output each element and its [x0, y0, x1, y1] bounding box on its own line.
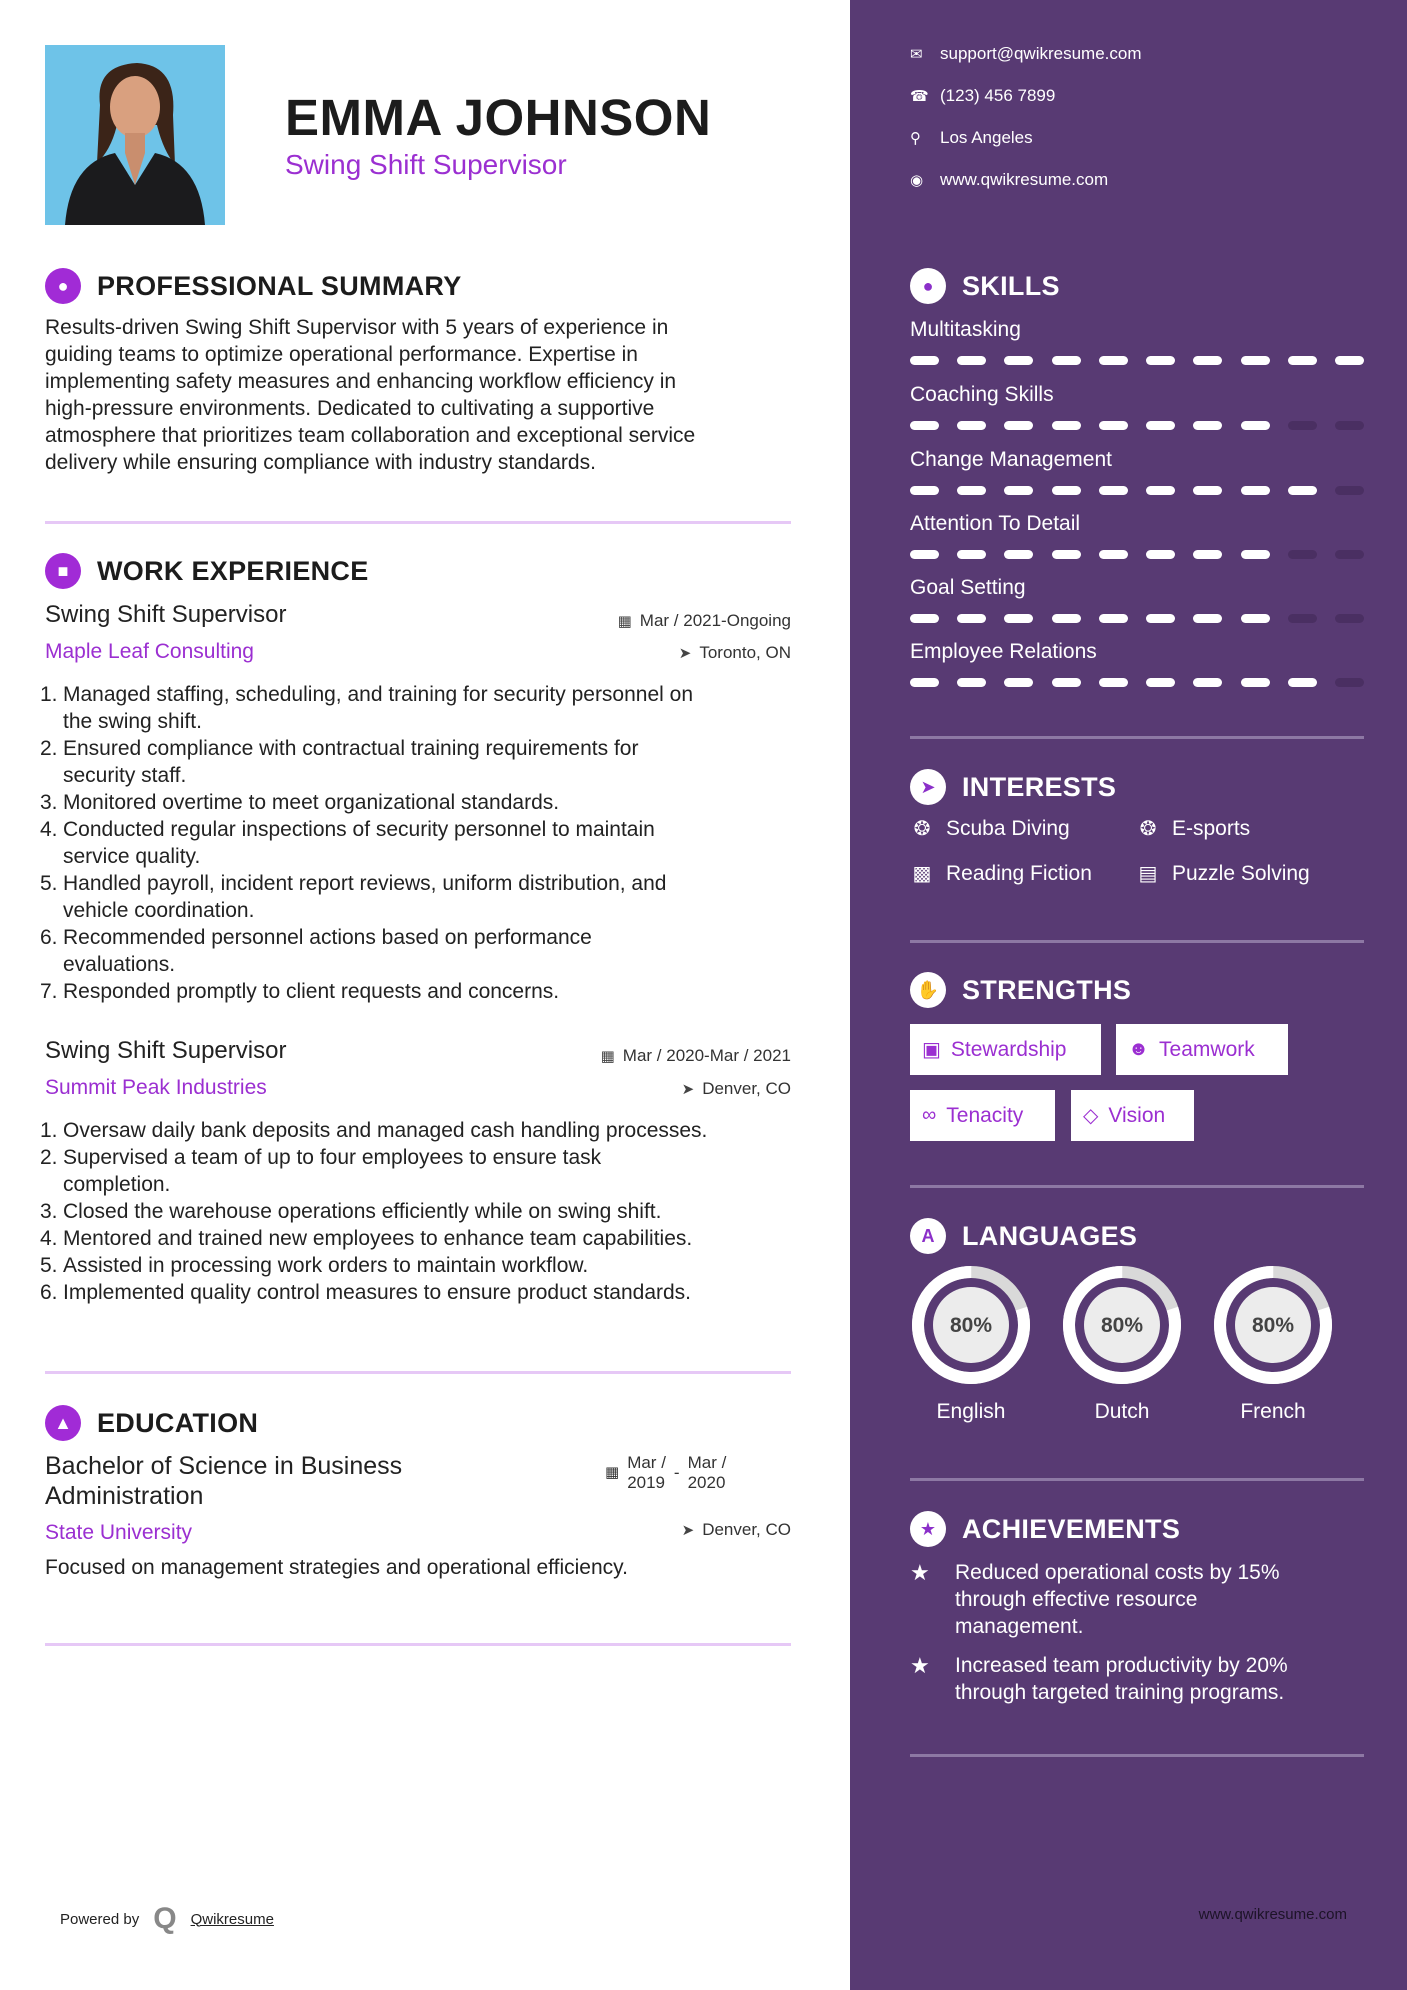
- summary-line: implementing safety measures and enhancing workflow efficiency in: [45, 370, 677, 393]
- summary-line: Results-driven Swing Shift Supervisor with 5 years of experience in: [45, 316, 669, 339]
- education-heading: [45, 1405, 258, 1441]
- job-dates-text: Mar / 2020-Mar / 2021: [622, 1046, 791, 1065]
- skill-level-dash: [910, 356, 939, 365]
- paper-plane-icon: ➤: [910, 769, 946, 805]
- strength-chip: ◇ Vision: [1071, 1090, 1194, 1141]
- strength-chip: ∞ Tenacity: [910, 1090, 1055, 1141]
- skill-level-dash: [1193, 614, 1222, 623]
- user-icon: ●: [45, 268, 81, 304]
- bullet-line: 2. Supervised a team of up to four employees to ensure task: [40, 1146, 602, 1169]
- language-ring-gauge: [910, 1264, 1032, 1386]
- job-location-text: Toronto, ON: [699, 643, 791, 662]
- skill-level-dash: [910, 486, 939, 495]
- skill-name: Change Management: [910, 448, 1112, 471]
- job-role: Swing Shift Supervisor: [45, 1037, 287, 1064]
- skill-level-dash: [957, 614, 986, 623]
- summary-heading: [45, 268, 462, 304]
- languages-heading: [910, 1218, 1137, 1254]
- skill-level-dash: [910, 421, 939, 430]
- skill-level-dash: [1099, 356, 1128, 365]
- users-icon: ☻: [1128, 1038, 1150, 1060]
- skill-level-dash: [957, 678, 986, 687]
- skill-level-dash: [1052, 678, 1081, 687]
- skill-level-meter: [910, 614, 1364, 623]
- skill-level-dash: [1099, 486, 1128, 495]
- skill-level-dash: [957, 421, 986, 430]
- contact-location: [910, 128, 1033, 148]
- interests-heading: [910, 769, 1116, 805]
- skill-level-dash: [1004, 614, 1033, 623]
- bullet-line: 2. Ensured compliance with contractual training requirements for: [40, 737, 639, 760]
- link-icon: ∞: [922, 1104, 937, 1126]
- skill-level-dash: [1335, 678, 1364, 687]
- pin-icon: ➤: [681, 1522, 695, 1539]
- bullet-line: the swing shift.: [63, 710, 202, 733]
- job-location: [679, 643, 791, 663]
- bullet-line: service quality.: [63, 845, 201, 868]
- skills-heading: [910, 268, 1060, 304]
- skill-level-dash: [1099, 678, 1128, 687]
- bullet-line: 3. Monitored overtime to meet organizational standards.: [40, 791, 560, 814]
- language-percent: 80%: [1251, 1314, 1295, 1337]
- language-icon: A: [910, 1218, 946, 1254]
- skill-level-dash: [1288, 678, 1317, 687]
- skill-level-dash: [1288, 550, 1317, 559]
- skill-level-dash: [1288, 486, 1317, 495]
- skill-level-dash: [1004, 356, 1033, 365]
- bullet-line: vehicle coordination.: [63, 899, 255, 922]
- email-text[interactable]: support@qwikresume.com: [940, 44, 1142, 63]
- book-icon: ▤: [1138, 863, 1158, 885]
- skill-level-dash: [1335, 356, 1364, 365]
- graduation-cap-icon: ▲: [45, 1405, 81, 1441]
- section-title: INTERESTS: [962, 771, 1117, 802]
- skill-level-dash: [1288, 614, 1317, 623]
- section-divider: [910, 1478, 1364, 1481]
- skill-level-dash: [1052, 486, 1081, 495]
- skill-item: [910, 576, 1364, 623]
- life-ring-icon: ❂: [1139, 818, 1157, 840]
- skill-level-meter: [910, 421, 1364, 430]
- section-divider: [45, 1371, 791, 1374]
- language-item: [910, 1264, 1032, 1424]
- skill-level-dash: [1335, 550, 1364, 559]
- chair-icon: ■: [45, 553, 81, 589]
- bullet-line: completion.: [63, 1173, 171, 1196]
- skill-level-dash: [910, 678, 939, 687]
- skill-level-dash: [1193, 356, 1222, 365]
- skill-level-dash: [957, 550, 986, 559]
- achievements-heading: [910, 1511, 1180, 1547]
- language-item: [1212, 1264, 1334, 1424]
- job-company: Summit Peak Industries: [45, 1076, 267, 1099]
- section-title: LANGUAGES: [962, 1220, 1138, 1251]
- skill-level-meter: [910, 550, 1364, 559]
- contact-website: [910, 170, 1108, 190]
- interest-item: ❂ Scuba Diving: [910, 816, 1070, 841]
- section-divider: [45, 521, 791, 524]
- globe-icon: ◉: [910, 172, 924, 189]
- job-company: Maple Leaf Consulting: [45, 640, 254, 663]
- degree-line: Administration: [45, 1482, 204, 1510]
- skill-level-dash: [1335, 421, 1364, 430]
- bullet-line: 3. Closed the warehouse operations efficiently while on swing shift.: [40, 1200, 662, 1223]
- website-text[interactable]: www.qwikresume.com: [940, 170, 1109, 189]
- language-name: French: [1240, 1400, 1306, 1423]
- section-title: PROFESSIONAL SUMMARY: [97, 270, 462, 301]
- skill-level-dash: [1241, 614, 1270, 623]
- experience-heading: [45, 553, 369, 589]
- skill-level-dash: [1241, 421, 1270, 430]
- bullet-line: 1. Managed staffing, scheduling, and training for security personnel on: [40, 683, 694, 706]
- job-bullets: [40, 681, 800, 1005]
- skill-level-dash: [1004, 421, 1033, 430]
- calendar-icon: ▦: [600, 1048, 615, 1065]
- skill-level-dash: [1193, 421, 1222, 430]
- location-pin-icon: ⚲: [910, 130, 921, 147]
- language-ring-gauge: [1212, 1264, 1334, 1386]
- bullet-line: 1. Oversaw daily bank deposits and managed cash handling processes.: [40, 1119, 708, 1142]
- language-percent: 80%: [949, 1314, 993, 1337]
- strength-chip: ☻ Teamwork: [1116, 1024, 1288, 1075]
- skill-level-dash: [1241, 356, 1270, 365]
- skill-level-dash: [1335, 614, 1364, 623]
- star-badge-icon: ★: [910, 1511, 946, 1547]
- phone-text: (123) 456 7899: [940, 86, 1056, 105]
- skill-level-dash: [1193, 486, 1222, 495]
- section-divider: [910, 736, 1364, 739]
- skill-level-dash: [1146, 421, 1175, 430]
- powered-by: [60, 1902, 274, 1936]
- envelope-icon: ✉: [910, 46, 923, 63]
- skill-level-dash: [1288, 421, 1317, 430]
- skill-level-dash: [1146, 614, 1175, 623]
- skill-level-dash: [1099, 421, 1128, 430]
- skill-level-dash: [1052, 550, 1081, 559]
- skill-level-dash: [1241, 550, 1270, 559]
- skill-level-dash: [1146, 550, 1175, 559]
- skill-level-meter: [910, 678, 1364, 687]
- footer-url[interactable]: www.qwikresume.com: [1198, 1906, 1347, 1923]
- education-location-text: Denver, CO: [702, 1520, 791, 1539]
- achievement-item: ★ Reduced operational costs by 15% through effective resource management.: [910, 1560, 1280, 1638]
- school-name: State University: [45, 1521, 193, 1544]
- skill-level-dash: [910, 614, 939, 623]
- skill-level-dash: [1004, 486, 1033, 495]
- section-divider: [910, 1754, 1364, 1757]
- skill-level-dash: [1193, 550, 1222, 559]
- job-dates-text: Mar / 2021-Ongoing: [639, 611, 791, 630]
- job-location: [682, 1079, 791, 1099]
- skill-item: [910, 383, 1364, 430]
- skill-level-dash: [1004, 678, 1033, 687]
- pin-icon: ➤: [681, 1081, 695, 1098]
- star-icon: ★: [910, 1653, 930, 1678]
- phone-icon: ☎: [910, 88, 929, 105]
- skill-level-dash: [1052, 356, 1081, 365]
- skill-level-dash: [910, 550, 939, 559]
- job-location-text: Denver, CO: [702, 1079, 791, 1098]
- skill-level-dash: [957, 486, 986, 495]
- skill-name: Goal Setting: [910, 576, 1026, 599]
- skill-item: [910, 640, 1364, 687]
- skill-level-dash: [1241, 486, 1270, 495]
- achievement-item: ★ Increased team productivity by 20% through targeted training programs.: [910, 1653, 1288, 1704]
- language-item: [1061, 1264, 1183, 1424]
- star-icon: ★: [910, 1560, 930, 1585]
- skill-level-dash: [1193, 678, 1222, 687]
- gamepad-icon: ▩: [912, 863, 932, 885]
- briefcase-icon: ▣: [922, 1039, 941, 1061]
- summary-line: delivery while ensuring compliance with industry standards.: [45, 451, 596, 474]
- pin-icon: ➤: [678, 645, 692, 662]
- strengths-heading: [910, 972, 1131, 1008]
- section-title: SKILLS: [962, 270, 1060, 301]
- skill-level-dash: [1146, 678, 1175, 687]
- skill-level-dash: [1288, 356, 1317, 365]
- candidate-name: EMMA JOHNSON: [285, 89, 712, 146]
- summary-line: high-pressure environments. Dedicated to cultivating a supportive: [45, 397, 655, 420]
- interest-item: ❂ E-sports: [1136, 816, 1250, 841]
- bullet-line: 5. Assisted in processing work orders to maintain workflow.: [40, 1254, 589, 1277]
- sidebar: [850, 0, 1407, 1990]
- section-title: WORK EXPERIENCE: [97, 555, 369, 586]
- contact-email: [910, 44, 1142, 64]
- language-percent: 80%: [1100, 1314, 1144, 1337]
- skill-name: Attention To Detail: [910, 512, 1081, 535]
- degree-line: Bachelor of Science in Business: [45, 1452, 403, 1480]
- skill-level-dash: [1052, 614, 1081, 623]
- skill-level-dash: [1241, 678, 1270, 687]
- calendar-icon: ▦: [617, 613, 632, 630]
- skill-item: [910, 318, 1364, 365]
- bullet-line: security staff.: [63, 764, 187, 787]
- binoculars-icon: ◇: [1083, 1105, 1099, 1127]
- skill-level-dash: [1335, 486, 1364, 495]
- language-name: English: [936, 1400, 1006, 1423]
- bullet-line: 6. Recommended personnel actions based on performance: [40, 926, 592, 949]
- job-dates: [601, 1046, 791, 1066]
- summary-line: guiding teams to optimize operational performance. Expertise in: [45, 343, 638, 366]
- candidate-title: Swing Shift Supervisor: [285, 149, 567, 180]
- qwikresume-logo-icon: Q: [153, 1902, 177, 1935]
- job-role: Swing Shift Supervisor: [45, 601, 287, 628]
- skill-item: [910, 512, 1364, 559]
- skill-level-dash: [1052, 421, 1081, 430]
- contact-phone: [910, 86, 1055, 106]
- summary-text: [45, 314, 805, 476]
- bullet-line: 4. Conducted regular inspections of security personnel to maintain: [40, 818, 655, 841]
- skill-level-dash: [1146, 356, 1175, 365]
- bullet-line: 6. Implemented quality control measures to ensure product standards.: [40, 1281, 692, 1304]
- location-text: Los Angeles: [940, 128, 1033, 147]
- section-divider: [910, 1185, 1364, 1188]
- lightbulb-icon: ●: [910, 268, 946, 304]
- brand-link[interactable]: Qwikresume: [190, 1910, 274, 1928]
- life-ring-icon: ❂: [913, 818, 931, 840]
- skill-level-dash: [1099, 550, 1128, 559]
- skill-name: Employee Relations: [910, 640, 1097, 663]
- skill-level-meter: [910, 486, 1364, 495]
- education-dates: ▦ Mar / 2019 - Mar / 2020: [605, 1453, 727, 1492]
- section-title: STRENGTHS: [962, 974, 1132, 1005]
- section-divider: [910, 940, 1364, 943]
- powered-by-label: Powered by: [60, 1910, 140, 1928]
- bullet-line: 5. Handled payroll, incident report reviews, uniform distribution, and: [40, 872, 667, 895]
- bullet-line: 4. Mentored and trained new employees to enhance team capabilities.: [40, 1227, 693, 1250]
- interest-item: ▤ Puzzle Solving: [1136, 861, 1310, 886]
- job-bullets: [40, 1117, 800, 1306]
- degree-title: [45, 1451, 485, 1511]
- skill-level-meter: [910, 356, 1364, 365]
- job-dates: [618, 611, 791, 631]
- skill-level-dash: [957, 356, 986, 365]
- education-description: Focused on management strategies and operational efficiency.: [45, 1556, 628, 1579]
- bullet-line: evaluations.: [63, 953, 176, 976]
- skill-name: Multitasking: [910, 318, 1021, 341]
- interest-item: ▩ Reading Fiction: [910, 861, 1092, 886]
- profile-photo: [45, 45, 225, 225]
- language-name: Dutch: [1094, 1400, 1150, 1423]
- summary-line: atmosphere that prioritizes team collaboration and exceptional service: [45, 424, 696, 447]
- fist-icon: ✋: [910, 972, 946, 1008]
- skill-level-dash: [1146, 486, 1175, 495]
- language-ring-gauge: [1061, 1264, 1183, 1386]
- calendar-icon: ▦: [605, 1464, 620, 1481]
- section-divider: [45, 1643, 791, 1646]
- education-location: [682, 1520, 791, 1540]
- strength-chip: ▣ Stewardship: [910, 1024, 1101, 1075]
- skill-name: Coaching Skills: [910, 383, 1054, 406]
- section-title: ACHIEVEMENTS: [962, 1513, 1181, 1544]
- section-title: EDUCATION: [97, 1407, 259, 1438]
- skill-item: [910, 448, 1364, 495]
- skill-level-dash: [1004, 550, 1033, 559]
- skill-level-dash: [1099, 614, 1128, 623]
- bullet-line: 7. Responded promptly to client requests and concerns.: [40, 980, 560, 1003]
